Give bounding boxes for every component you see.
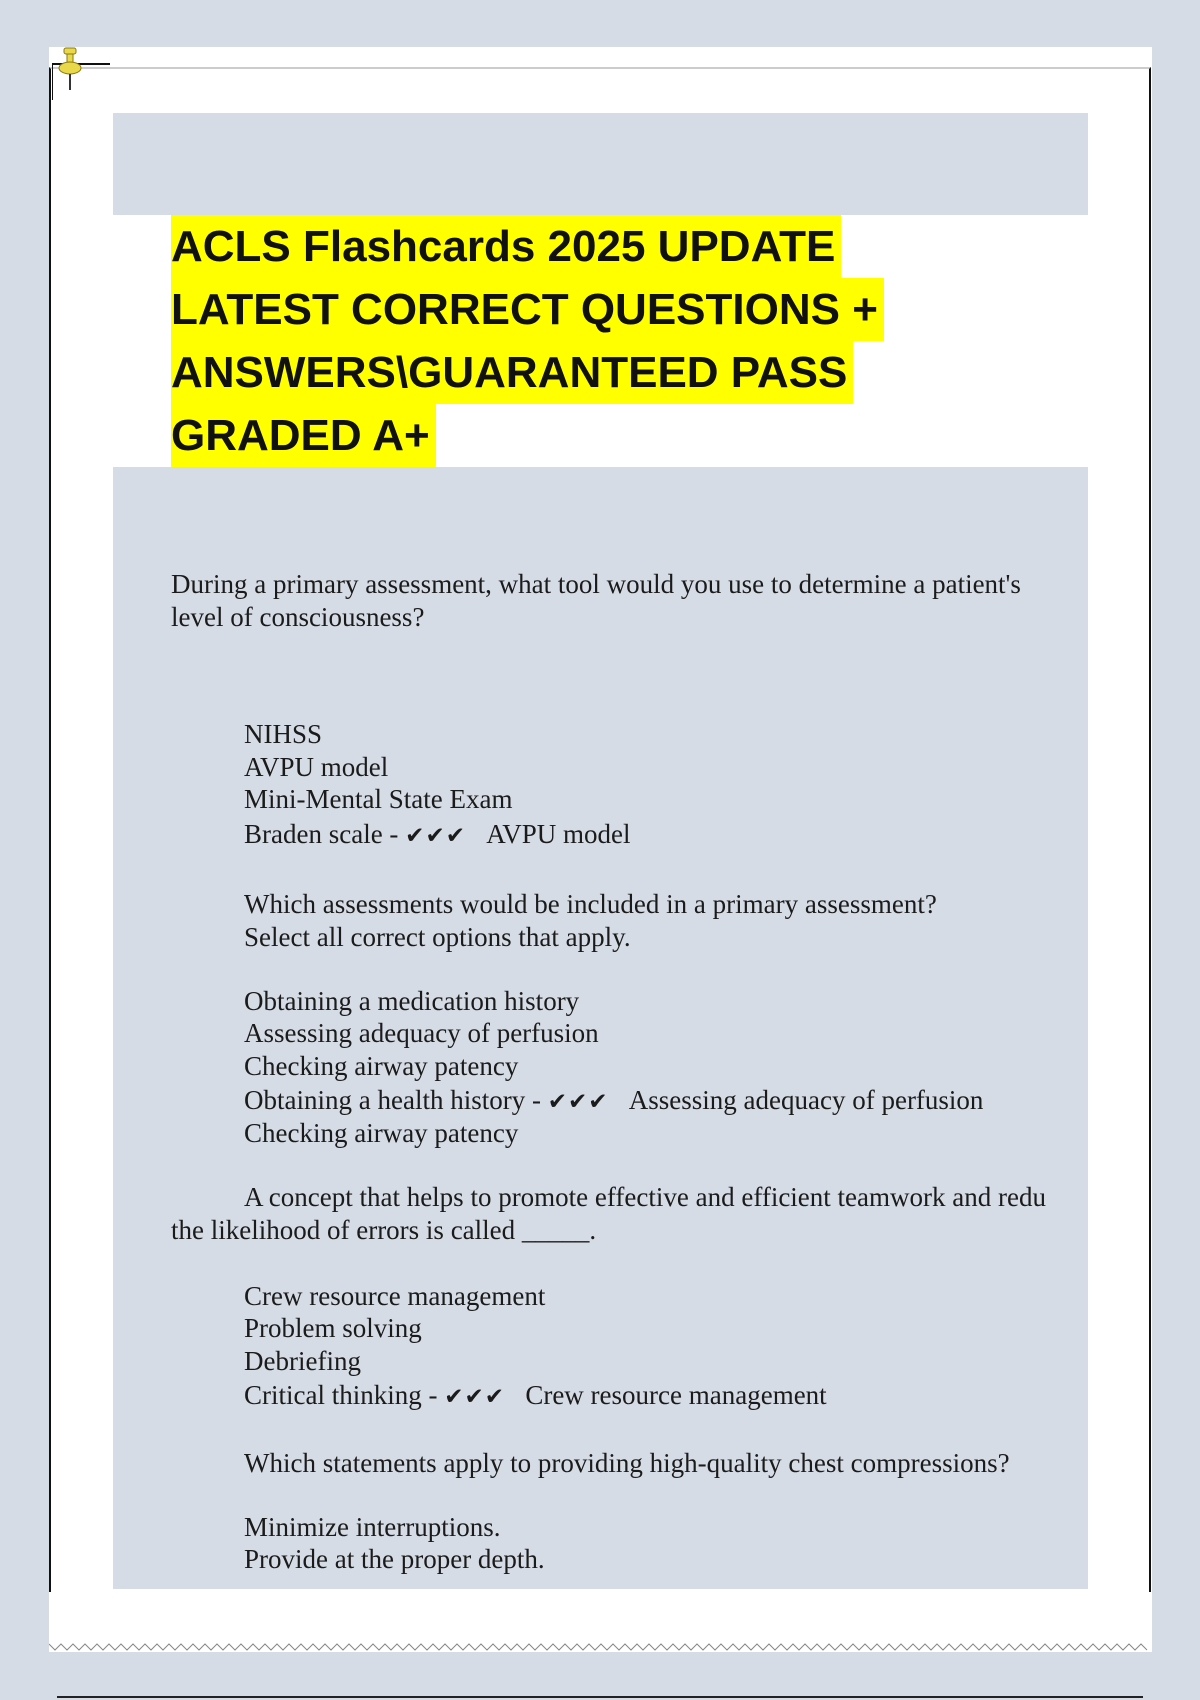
document-title [171, 215, 884, 467]
q1-answer-line [244, 818, 631, 853]
question-3-line-2: the likelihood of errors is called _____. [171, 1215, 597, 1245]
q2-answer-line [244, 1084, 983, 1119]
q1-option: NIHSS [244, 719, 323, 749]
content-area [113, 113, 1088, 1589]
q3-answer-line [244, 1379, 827, 1414]
q2-option: Assessing adequacy of perfusion [244, 1018, 599, 1048]
bottom-rule [57, 1696, 1143, 1698]
q2-option: Checking airway patency [244, 1051, 519, 1081]
question-4: Which statements apply to providing high-quality chest compressions? [244, 1448, 1010, 1478]
title-line: GRADED A+ [171, 404, 436, 467]
checkmark-icon: ✔✔✔ [547, 1089, 609, 1115]
checkmark-icon: ✔✔✔ [444, 1384, 506, 1410]
title-line: LATEST CORRECT QUESTIONS + [171, 278, 884, 341]
torn-page-edge [49, 1640, 1152, 1654]
question-3-line-1: A concept that helps to promote effective and efficient teamwork and redu [244, 1182, 1046, 1212]
q3-last-option: Critical thinking - [244, 1380, 445, 1410]
question-2-line-1: Which assessments would be included in a primary assessment? [244, 889, 937, 919]
q2-answer: Assessing adequacy of perfusion [628, 1085, 984, 1115]
pushpin-icon [52, 46, 112, 100]
q2-option: Obtaining a medication history [244, 986, 580, 1016]
title-line: ANSWERS\GUARANTEED PASS [171, 341, 853, 404]
q3-option: Debriefing [244, 1346, 361, 1376]
q2-last-option: Obtaining a health history - [244, 1085, 548, 1115]
q4-option: Minimize interruptions. [244, 1512, 501, 1542]
title-line: ACLS Flashcards 2025 UPDATE [171, 215, 841, 278]
q1-last-option: Braden scale - [244, 819, 406, 849]
q1-answer: AVPU model [486, 819, 631, 849]
q3-option: Problem solving [244, 1313, 422, 1343]
q1-option: AVPU model [244, 752, 389, 782]
question-1: During a primary assessment, what tool would you use to determine a patient's level of consciousness? [171, 569, 1021, 632]
checkmark-icon: ✔✔✔ [405, 823, 466, 849]
q4-option: Provide at the proper depth. [244, 1544, 545, 1574]
q3-answer: Crew resource management [525, 1380, 827, 1410]
question-2-line-2: Select all correct options that apply. [244, 922, 631, 952]
q2-answer-line-2: Checking airway patency [244, 1118, 519, 1148]
q1-option: Mini-Mental State Exam [244, 784, 513, 814]
q3-option: Crew resource management [244, 1281, 546, 1311]
